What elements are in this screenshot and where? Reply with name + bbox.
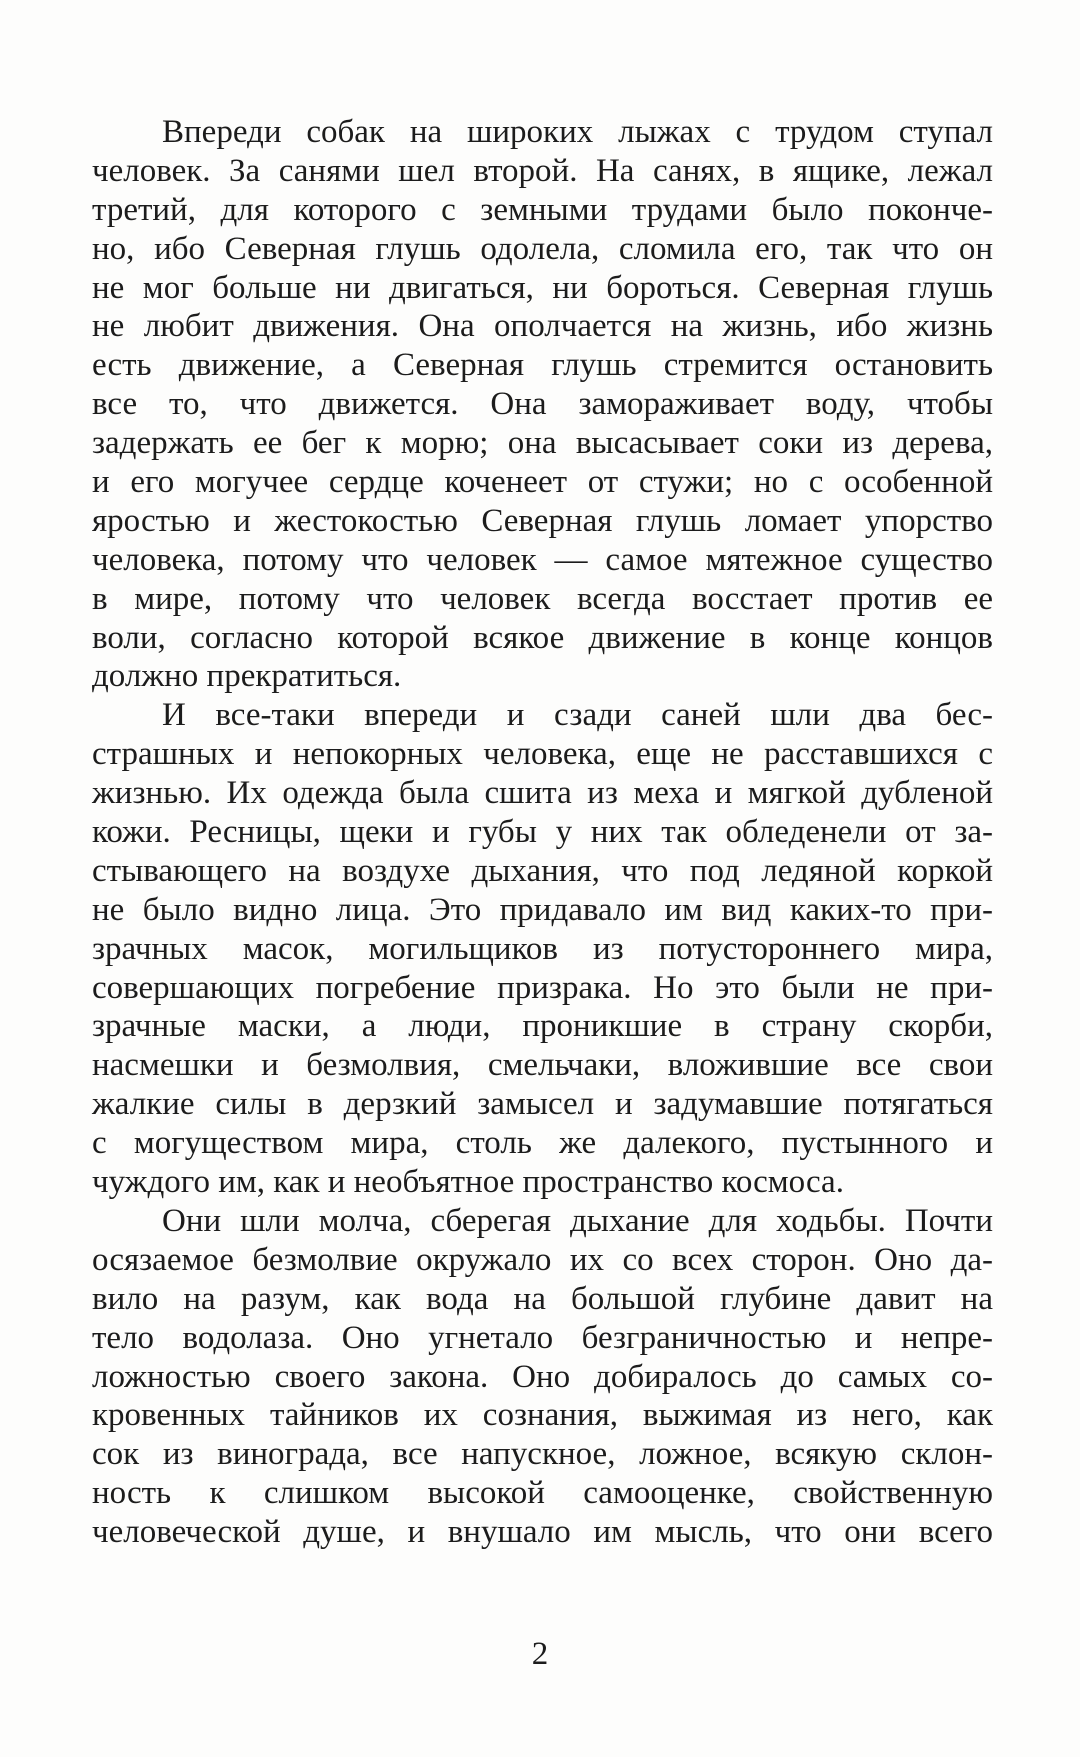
text-line: не было видно лица. Это придавало им вид каких-то при- <box>92 891 993 928</box>
text-line: не мог больше ни двигаться, ни бороться. Северная глушь <box>92 269 993 306</box>
text-line: воли, согласно которой всякое движение в конце концов <box>92 619 993 656</box>
text-line: ложностью своего закона. Оно добиралось до самых со- <box>92 1358 993 1395</box>
text-line: стывающего на воздухе дыхания, что под ледяной коркой <box>92 852 993 889</box>
text-line: зрачные маски, а люди, проникшие в страну скорби, <box>92 1008 993 1045</box>
text-line: кожи. Ресницы, щеки и губы у них так обледенели от за- <box>92 814 993 851</box>
text-line: осязаемое безмолвие окружало их со всех сторон. Оно да- <box>92 1241 993 1278</box>
text-line: в мире, потому что человек всегда восстает против ее <box>92 580 993 617</box>
text-line: совершающих погребение призрака. Но это были не при- <box>92 969 993 1006</box>
text-line: кровенных тайников их сознания, выжимая из него, как <box>92 1397 993 1434</box>
text-line: жизнью. Их одежда была сшита из меха и мягкой дубленой <box>92 775 993 812</box>
text-line: человеческой душе, и внушало им мысль, что они всего <box>92 1514 993 1551</box>
text-line: человек. За санями шел второй. На санях, в ящике, лежал <box>92 152 993 189</box>
body-text <box>92 113 993 1552</box>
text-line: Они шли молча, сберегая дыхание для ходьбы. Почти <box>162 1202 993 1239</box>
text-line: тело водолаза. Оно угнетало безграничностью и непре- <box>92 1319 993 1356</box>
text-line: насмешки и безмолвия, смельчаки, вложившие все свои <box>92 1047 993 1084</box>
paragraph <box>92 113 993 696</box>
text-line: есть движение, а Северная глушь стремится остановить <box>92 347 993 384</box>
text-line: не любит движения. Она ополчается на жизнь, ибо жизнь <box>92 308 993 345</box>
text-line: ность к слишком высокой самооценке, свойственную <box>92 1475 993 1512</box>
text-line: яростью и жестокостью Северная глушь ломает упорство <box>92 502 993 539</box>
text-line: вило на разум, как вода на большой глубине давит на <box>92 1280 993 1317</box>
text-line: но, ибо Северная глушь одолела, сломила его, так что он <box>92 230 993 267</box>
paragraph <box>92 696 993 1202</box>
text-line: с могуществом мира, столь же далекого, пустынного и <box>92 1125 993 1162</box>
text-line: третий, для которого с земными трудами было поконче- <box>92 191 993 228</box>
text-line: должно прекратиться. <box>92 658 402 695</box>
text-line: задержать ее бег к морю; она высасывает соки из дерева, <box>92 425 993 462</box>
text-line: и его могучее сердце коченеет от стужи; но с особенной <box>92 464 993 501</box>
text-line: человека, потому что человек — самое мятежное существо <box>92 541 993 578</box>
text-line: чуждого им, как и необъятное пространство космоса. <box>92 1164 844 1201</box>
text-line: И все-таки впереди и сзади саней шли два бес- <box>162 697 993 734</box>
text-line: страшных и непокорных человека, еще не расставшихся с <box>92 736 993 773</box>
paragraph <box>92 1202 993 1552</box>
text-line: все то, что движется. Она замораживает воду, чтобы <box>92 386 993 423</box>
text-line: жалкие силы в дерзкий замысел и задумавшие потягаться <box>92 1086 993 1123</box>
page-number: 2 <box>531 1636 549 1672</box>
text-line: зрачных масок, могильщиков из потустороннего мира, <box>92 930 993 967</box>
text-line: Впереди собак на широких лыжах с трудом ступал <box>162 114 993 150</box>
text-line: сок из винограда, все напускное, ложное, всякую склон- <box>92 1436 993 1473</box>
